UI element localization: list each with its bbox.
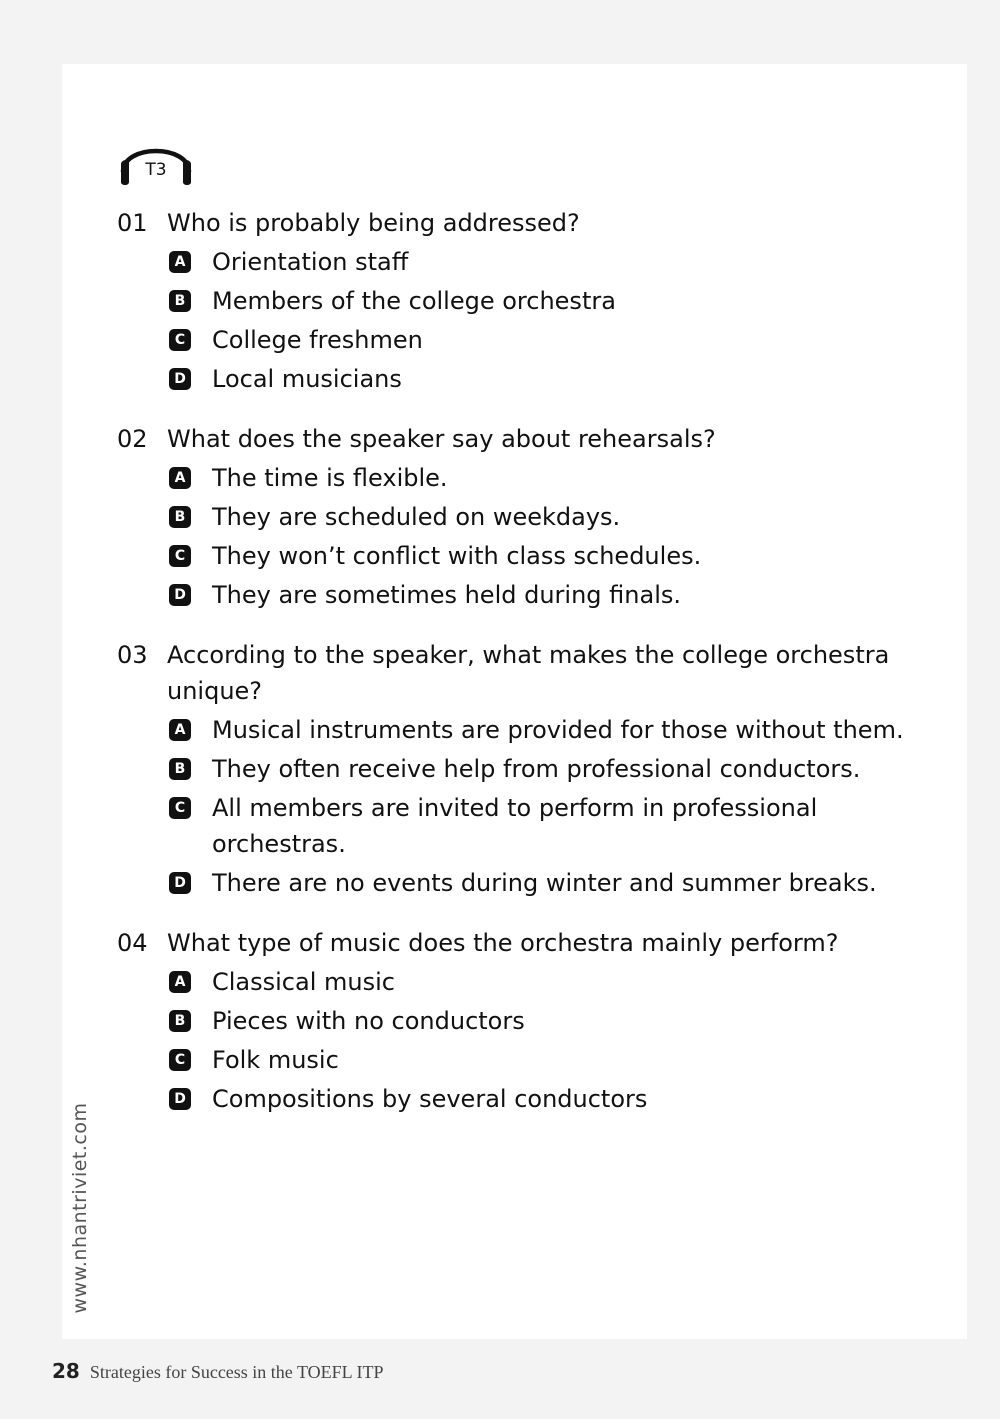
option-c[interactable] (169, 538, 907, 574)
option-a[interactable] (169, 244, 907, 280)
option-a[interactable] (169, 964, 907, 1000)
question-02 (117, 421, 907, 613)
option-d[interactable] (169, 865, 907, 901)
question-text: What type of music does the orchestra mainly perform? (167, 929, 839, 957)
question-number: 04 (117, 929, 148, 957)
option-b[interactable] (169, 283, 907, 319)
question-number: 03 (117, 641, 148, 669)
option-letter-b: B (169, 758, 191, 780)
option-b[interactable] (169, 1003, 907, 1039)
question-text: What does the speaker say about rehearsals? (167, 425, 716, 453)
option-letter-c: C (169, 797, 191, 819)
option-d[interactable] (169, 361, 907, 397)
option-d[interactable] (169, 1081, 907, 1117)
option-text: They are scheduled on weekdays. (212, 503, 621, 531)
option-letter-b: B (169, 290, 191, 312)
option-text: Folk music (212, 1046, 339, 1074)
option-letter-b: B (169, 506, 191, 528)
option-text: They won’t conflict with class schedules. (212, 542, 702, 570)
option-b[interactable] (169, 499, 907, 535)
option-text: There are no events during winter and summer breaks. (212, 869, 877, 897)
option-text: Members of the college orchestra (212, 287, 616, 315)
option-text: They are sometimes held during finals. (212, 581, 681, 609)
page-footer (52, 1359, 383, 1383)
question-list (117, 205, 907, 1141)
book-title: Strategies for Success in the TOEFL ITP (89, 1362, 384, 1382)
option-d[interactable] (169, 577, 907, 613)
option-text: Musical instruments are provided for those without them. (212, 716, 904, 744)
question-04 (117, 925, 907, 1117)
option-text: Pieces with no conductors (212, 1007, 525, 1035)
page-number: 28 (52, 1359, 80, 1383)
option-c[interactable] (169, 322, 907, 358)
headphones-icon (117, 130, 195, 190)
option-c[interactable] (169, 790, 907, 862)
option-text: College freshmen (212, 326, 423, 354)
option-letter-d: D (169, 1088, 191, 1110)
option-text: All members are invited to perform in professional orchestras. (212, 794, 818, 858)
option-letter-c: C (169, 329, 191, 351)
option-letter-d: D (169, 584, 191, 606)
option-a[interactable] (169, 712, 907, 748)
option-letter-c: C (169, 1049, 191, 1071)
question-number: 01 (117, 209, 148, 237)
option-letter-a: A (169, 719, 191, 741)
option-letter-d: D (169, 872, 191, 894)
option-letter-b: B (169, 1010, 191, 1032)
option-text: Classical music (212, 968, 395, 996)
option-text: Compositions by several conductors (212, 1085, 648, 1113)
question-03 (117, 637, 907, 901)
option-letter-a: A (169, 251, 191, 273)
option-a[interactable] (169, 460, 907, 496)
question-number: 02 (117, 425, 148, 453)
option-text: Orientation staff (212, 248, 409, 276)
question-text: According to the speaker, what makes the college orchestra unique? (167, 641, 890, 705)
option-c[interactable] (169, 1042, 907, 1078)
option-letter-c: C (169, 545, 191, 567)
question-01 (117, 205, 907, 397)
website-url: www.nhantriviet.com (69, 1101, 91, 1314)
website-watermark (62, 1100, 98, 1315)
option-text: The time is flexible. (212, 464, 448, 492)
option-text: They often receive help from professional conductors. (212, 755, 861, 783)
question-text: Who is probably being addressed? (167, 209, 580, 237)
option-text: Local musicians (212, 365, 402, 393)
option-b[interactable] (169, 751, 907, 787)
track-label: T3 (145, 160, 167, 180)
option-letter-d: D (169, 368, 191, 390)
option-letter-a: A (169, 467, 191, 489)
option-letter-a: A (169, 971, 191, 993)
